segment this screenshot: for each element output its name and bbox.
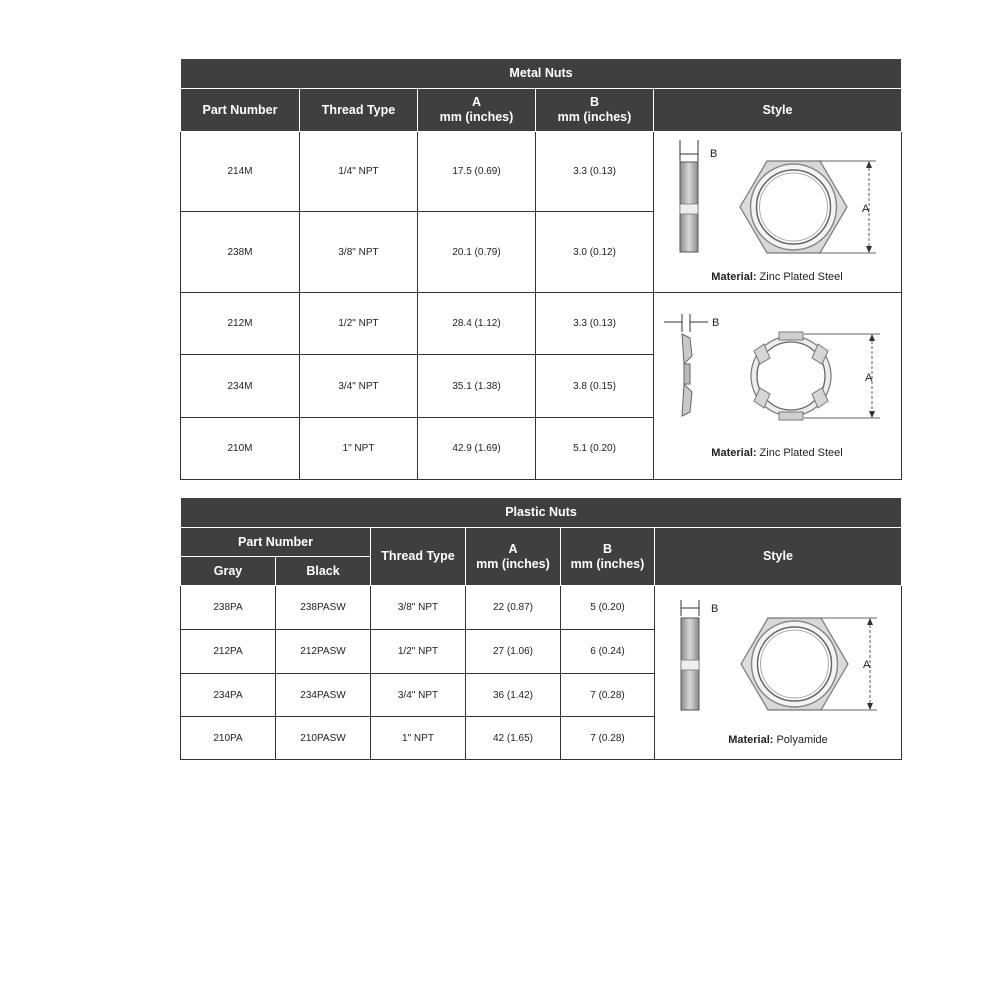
header-b (536, 89, 654, 132)
thread-type-cell: 1" NPT (371, 717, 466, 760)
dim-a-label: A (865, 371, 873, 384)
material-value: Zinc Plated Steel (759, 271, 843, 283)
material-caption (711, 271, 842, 283)
part-number-cell: 214M (181, 132, 300, 212)
side-view-icon (681, 600, 699, 710)
metal-nuts-table (180, 58, 902, 480)
dimension-a-cell: 27 (1.06) (466, 630, 561, 674)
black-part-cell: 238PASW (276, 586, 371, 630)
header-gray: Gray (181, 557, 276, 586)
header-b-unit: mm (inches) (570, 556, 645, 571)
dimension-b-cell: 3.3 (0.13) (536, 132, 654, 212)
dimension-a-cell: 42 (1.65) (466, 717, 561, 760)
hex-locknut-diagram (654, 132, 900, 292)
header-thread-type: Thread Type (300, 89, 418, 132)
thread-type-cell: 3/8" NPT (300, 212, 418, 293)
dimension-b-cell: 5 (0.20) (561, 586, 655, 630)
dimension-a-cell: 28.4 (1.12) (418, 293, 536, 355)
thread-type-cell: 3/8" NPT (371, 586, 466, 630)
header-a (466, 528, 561, 586)
thread-type-cell: 1/2" NPT (371, 630, 466, 674)
material-value: Zinc Plated Steel (759, 446, 843, 459)
gray-part-cell: 212PA (181, 630, 276, 674)
dimension-b-cell: 3.3 (0.13) (536, 293, 654, 355)
table-row (181, 586, 902, 630)
header-b-unit: mm (inches) (557, 110, 632, 124)
header-black: Black (276, 557, 371, 586)
side-view-icon (664, 314, 708, 416)
plastic-nuts-title: Plastic Nuts (181, 498, 902, 528)
black-part-cell: 210PASW (276, 717, 371, 760)
header-a-unit: mm (inches) (439, 110, 514, 124)
plastic-locknut-diagram (655, 586, 901, 759)
side-view-icon (680, 140, 698, 252)
style-cell-tab-nut (654, 293, 902, 480)
front-view-icon (741, 618, 848, 710)
material-value: Polyamide (776, 734, 828, 746)
dim-b-label: B (710, 148, 718, 160)
black-part-cell: 234PASW (276, 674, 371, 717)
header-part-number: Part Number (181, 528, 371, 557)
header-b-letter: B (602, 541, 613, 556)
part-number-cell: 238M (181, 212, 300, 293)
header-thread-type: Thread Type (371, 528, 466, 586)
metal-nuts-title: Metal Nuts (181, 59, 902, 89)
thread-type-cell: 1/4" NPT (300, 132, 418, 212)
material-caption (711, 447, 842, 459)
header-a-unit: mm (inches) (476, 556, 550, 571)
front-view-icon (740, 161, 847, 253)
thread-type-cell: 3/4" NPT (371, 674, 466, 717)
material-label: Material: (711, 271, 757, 283)
dim-a-label: A (863, 659, 871, 671)
dimension-b-cell: 6 (0.24) (561, 630, 655, 674)
dimension-a-cell: 42.9 (1.69) (418, 418, 536, 480)
dimension-a-cell: 35.1 (1.38) (418, 355, 536, 418)
gray-part-cell: 234PA (181, 674, 276, 717)
front-view-icon (751, 332, 831, 420)
material-label: Material: (728, 734, 774, 746)
tabbed-locknut-diagram (654, 294, 900, 479)
dimension-a-cell: 22 (0.87) (466, 586, 561, 630)
dimension-b-cell: 5.1 (0.20) (536, 418, 654, 480)
header-style: Style (654, 89, 902, 132)
part-number-cell: 234M (181, 355, 300, 418)
thread-type-cell: 1" NPT (300, 418, 418, 480)
header-part-number: Part Number (181, 89, 300, 132)
thread-type-cell: 1/2" NPT (300, 293, 418, 355)
table-row (181, 293, 902, 355)
dimension-b-cell: 7 (0.28) (561, 674, 655, 717)
header-a-letter: A (508, 541, 518, 556)
dimension-b-cell: 7 (0.28) (561, 717, 655, 760)
plastic-nuts-table (180, 497, 902, 760)
header-b (561, 528, 655, 586)
part-number-cell: 210M (181, 418, 300, 480)
dimension-b-cell: 3.0 (0.12) (536, 212, 654, 293)
style-cell-hex-nut (654, 132, 902, 293)
dimension-b-cell: 3.8 (0.15) (536, 355, 654, 418)
dimension-a-cell: 17.5 (0.69) (418, 132, 536, 212)
style-cell-plastic-nut (655, 586, 902, 760)
dimension-a-cell: 36 (1.42) (466, 674, 561, 717)
thread-type-cell: 3/4" NPT (300, 355, 418, 418)
part-number-cell: 212M (181, 293, 300, 355)
gray-part-cell: 210PA (181, 717, 276, 760)
gray-part-cell: 238PA (181, 586, 276, 630)
header-b-letter: B (589, 95, 600, 109)
material-label: Material: (711, 446, 757, 459)
header-a (418, 89, 536, 132)
dim-a-label: A (862, 203, 870, 215)
dim-b-label: B (712, 316, 720, 329)
dimension-a-cell: 20.1 (0.79) (418, 212, 536, 293)
header-a-letter: A (471, 95, 482, 109)
black-part-cell: 212PASW (276, 630, 371, 674)
header-style: Style (655, 528, 902, 586)
table-row (181, 132, 902, 212)
material-caption (728, 734, 828, 746)
dim-b-label: B (711, 603, 719, 615)
